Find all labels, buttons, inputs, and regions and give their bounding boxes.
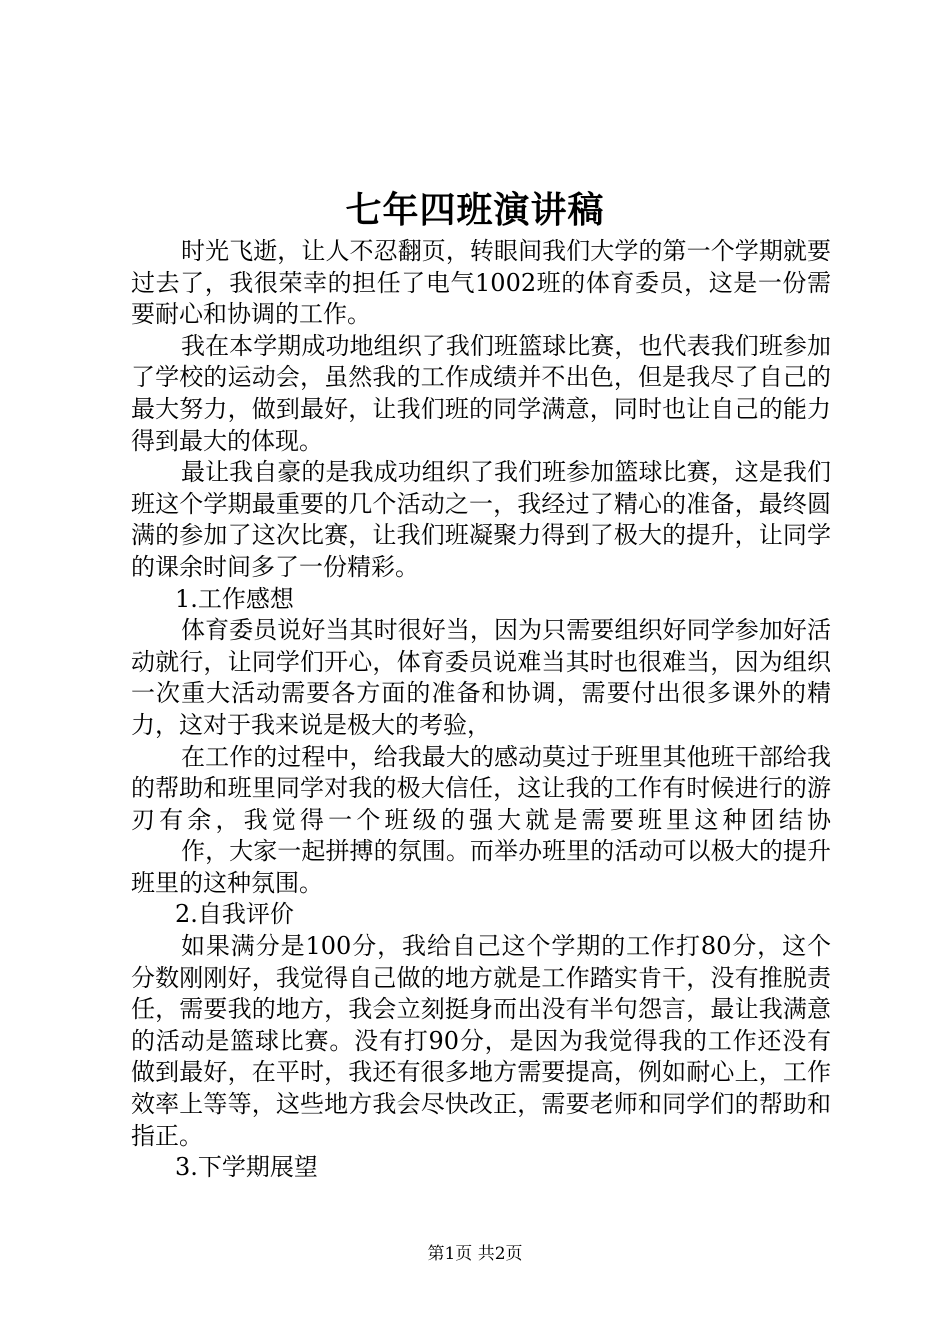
paragraph-intro: 时光飞逝，让人不忍翻页，转眼间我们大学的第一个学期就要过去了，我很荣幸的担任了电气1002班的体育委员，这是一份需要耐心和协调的工作。 xyxy=(131,237,831,329)
section-heading-self-evaluation: 2.自我评价 xyxy=(175,900,294,929)
paragraph-work-thoughts-1: 体育委员说好当其时很好当，因为只需要组织好同学参加好活动就行，让同学们开心，体育委员说难当其时也很难当，因为组织一次重大活动需要各方面的准备和协调，需要付出很多课外的精力，这对于我来说是极大的考验， xyxy=(131,616,831,739)
document-body xyxy=(131,236,831,1184)
section-heading-work-thoughts: 1.工作感想 xyxy=(175,584,294,613)
document-title: 七年四班演讲稿 xyxy=(345,189,605,231)
paragraph-work-thoughts-2: 在工作的过程中，给我最大的感动莫过于班里其他班干部给我的帮助和班里同学对我的极大信任，这让我的工作有时候进行的游刃有余，我觉得一个班级的强大就是需要班里这种团结协 xyxy=(131,742,831,834)
paragraph-basketball: 最让我自豪的是我成功组织了我们班参加篮球比赛，这是我们班这个学期最重要的几个活动之一，我经过了精心的准备，最终圆满的参加了这次比赛，让我们班凝聚力得到了极大的提升，让同学的课余时间多了一份精彩。 xyxy=(131,458,831,581)
page-footer: 第1页 共2页 xyxy=(427,1244,523,1264)
paragraph-achievements: 我在本学期成功地组织了我们班篮球比赛，也代表我们班参加了学校的运动会，虽然我的工作成绩并不出色，但是我尽了自己的最大努力，做到最好，让我们班的同学满意，同时也让自己的能力得到最大的体现。 xyxy=(131,331,831,455)
section-heading-next-term: 3.下学期展望 xyxy=(175,1153,318,1182)
paragraph-work-thoughts-3: 作，大家一起拼搏的氛围。而举办班里的活动可以极大的提升班里的这种氛围。 xyxy=(131,837,831,897)
paragraph-self-evaluation: 如果满分是100分，我给自己这个学期的工作打80分，这个分数刚刚好，我觉得自己做的地方就是工作踏实肯干，没有推脱责任，需要我的地方，我会立刻挺身而出没有半句怨言，最让我满意的活动是篮球比赛。没有打90分，是因为我觉得我的工作还没有做到最好，在平时，我还有很多地方需要提高，例如耐心上，工作效率上等等，这些地方我会尽快改正，需要老师和同学们的帮助和指正。 xyxy=(131,932,831,1150)
